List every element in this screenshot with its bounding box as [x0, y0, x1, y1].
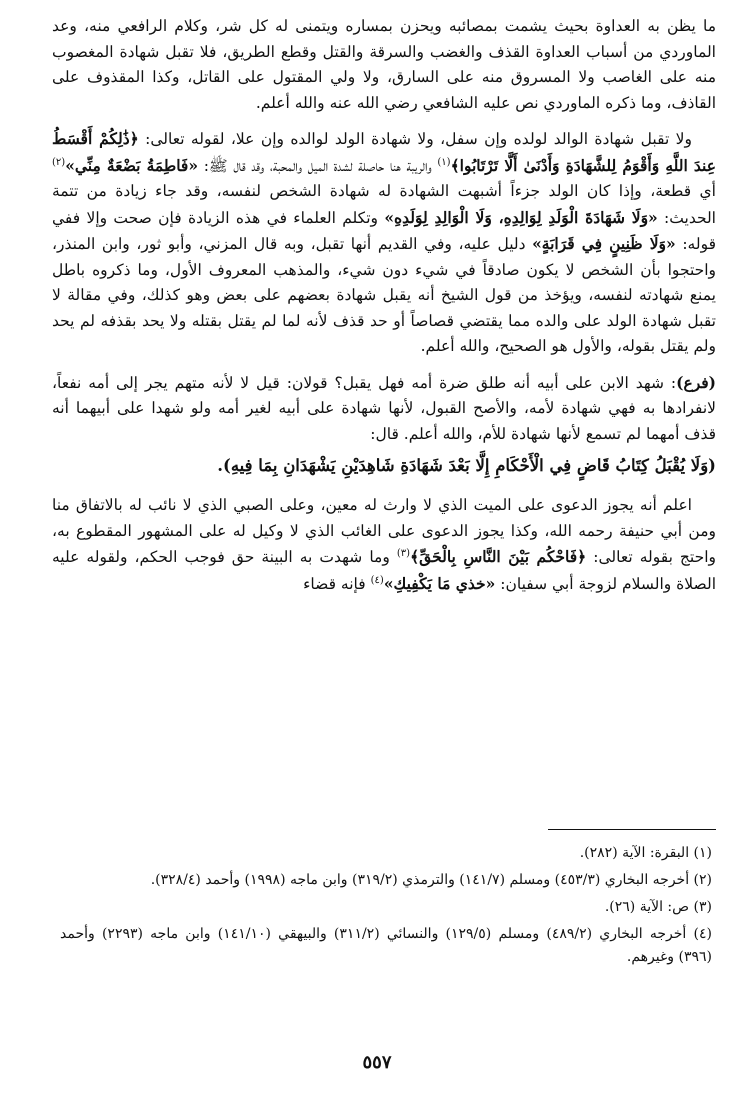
hadith-quote-2: «وَلَا شَهَادَةَ الْوَلَدِ لِوَالِدِهِ، وَلَا الْوَالِدِ لِوَلَدِهِ»	[384, 207, 658, 227]
paragraph-3-text: : شهد الابن على أبيه أنه طلق ضرة أمه فهل يقبل؟ قولان: قيل لا لأنه متهم يجر إلى أمه نفعاً، لانفرادها به فهي شهادة لأمه، والأصح القبول، لأنها شهادة على أبيه لغير أمه ولو شهدا على أبيهما أنه قذف أمهما لم تسمع لأنها شهادة للأم، والله أعلم. قال:	[52, 373, 716, 443]
footnote-ref-3[interactable]: (٣)	[396, 547, 411, 559]
paragraph-2-text-d: وتكلم العلماء في هذه الزيادة فإن صحت وإلا ففي قوله:	[52, 208, 716, 253]
page-body	[52, 14, 716, 597]
footnote-divider	[548, 829, 716, 830]
matn-text: (وَلَا يُقْبَلُ كِتَابُ قَاضٍ فِي الْأَحْكَامِ إِلَّا بَعْدَ شَهَادَةِ شَاهِدَيْنِ يَشْهَدَانِ بِمَا فِيهِ).	[217, 456, 716, 475]
footnote-ref-2[interactable]: (٢)	[52, 156, 66, 168]
footnote-4: (٤) أخرجه البخاري (٤٨٩/٢) ومسلم (١٢٩/٥) والنسائي (٣١١/٢) والبيهقي (١٤١/١٠) وابن ماجه (٢٢٩٣) وأحمد (٣٩٦) وغيرهم.	[60, 926, 712, 965]
paragraph-2	[52, 126, 716, 360]
branch-label: (فرع)	[676, 372, 716, 392]
paragraph-4-text-c: فإنه قضاء	[303, 574, 371, 593]
paragraph-2-text-b: والريبة هنا حاصلة لشدة الميل والمحبة، وقد قال ﷺ:	[198, 156, 438, 175]
paragraph-2-text-c: أي قطعة، وإذا كان الولد جزءاً أشبهت الشهادة له شهادة الشخص لنفسه، وقد جاء زيادة من تتمة الحديث:	[52, 182, 716, 227]
paragraph-2-text-e: دليل عليه، وفي القديم أنها تقبل، وبه قال المزني، وأبو ثور، وابن المنذر، واحتجوا بأن الشخص لا يكون صادقاً في شيء دون شيء، والمذهب المعروف الأول، وما ذكروه باطل يمنع شهادته لنفسه، ويؤخذ من قول الشيخ أنه يقبل شهادة بعضهم على بعض وهو كذلك، وفي مقالة لا تقبل شهادة الولد على والده مما يقتضي قصاصاً أو حد قذف لأنه لما لم يقتل بقتله ولا يحد بقذفه لم يحد ولم يقتل بقوله، والأول هو الصحيح، والله أعلم.	[52, 235, 716, 355]
paragraph-4-text-b: وما شهدت به البينة حق فوجب الحكم، ولقوله عليه الصلاة والسلام لزوجة أبي سفيان:	[52, 548, 716, 593]
main-text	[52, 14, 716, 597]
hadith-quote-3: «وَلَا ظَنِينٍ فِي قَرَابَةٍ»	[532, 234, 676, 253]
paragraph-4-text-a: اعلم أنه يجوز الدعوى على الميت الذي لا وارث له معين، وعلى الصبي الذي لا نائب له بالاتفاق منا ومن أبي حنيفة رحمه الله، وكذا يجوز الدعوى على الغائب الذي لا وكيل له على المشهور المقطوع به، واحتج بقوله تعالى:	[52, 496, 716, 566]
page-number: ٥٥٧	[362, 1052, 392, 1073]
footnote-1: (١) البقرة: الآية (٢٨٢).	[579, 845, 712, 861]
paragraph-4	[52, 493, 716, 597]
paragraph-2-text-a: ولا تقبل شهادة الوالد لولده وإن سفل، ولا شهادة الولد لوالده وإن علا، لقوله تعالى:	[138, 130, 692, 148]
footnote-2: (٢) أخرجه البخاري (٤٥٣/٣) ومسلم (١٤١/٧) والترمذي (٣١٩/٢) وابن ماجه (١٩٩٨) وأحمد (٣٢٨/٤).	[150, 872, 712, 888]
footnotes	[60, 842, 712, 969]
quran-quote-1: ﴿ذَٰلِكُمْ أَقْسَطُ عِندَ اللَّهِ وَأَقْوَمُ لِلشَّهَادَةِ وَأَدْنَىٰ أَلَّا تَرْتَابُوا﴾	[52, 129, 716, 175]
hadith-quote-4: «خذي مَا يَكْفِيكِ»	[383, 573, 496, 593]
paragraph-3	[52, 370, 716, 448]
footnote-3: (٣) ص: الآية (٢٦).	[604, 899, 712, 915]
footnote-ref-1[interactable]: (١)	[437, 156, 451, 168]
hadith-quote-1: «فَاطِمَةُ بَضْعَةٌ مِنِّي»	[65, 155, 199, 175]
quran-quote-2: ﴿فَاحْكُم بَيْنَ النَّاسِ بِالْحَقِّ﴾	[410, 547, 587, 566]
paragraph-1: ما يظن به العداوة بحيث يشمت بمصائبه ويحزن بمساره ويتمنى له كل شر، وكلام الرافعي منه، وعد الماوردي من أسباب العداوة القذف والغضب والسرقة والقتل وقطع الطريق، فلا تقبل شهادة المغصوب منه على الغاصب ولا المسروق منه على السارق، ولا ولي المقتول على القاتل، وكذا المقذوف على القاذف، وما ذكره الماوردي نص عليه الشافعي رضي الله عنه والله أعلم.	[52, 17, 716, 112]
footnote-ref-4[interactable]: (٤)	[370, 574, 384, 586]
